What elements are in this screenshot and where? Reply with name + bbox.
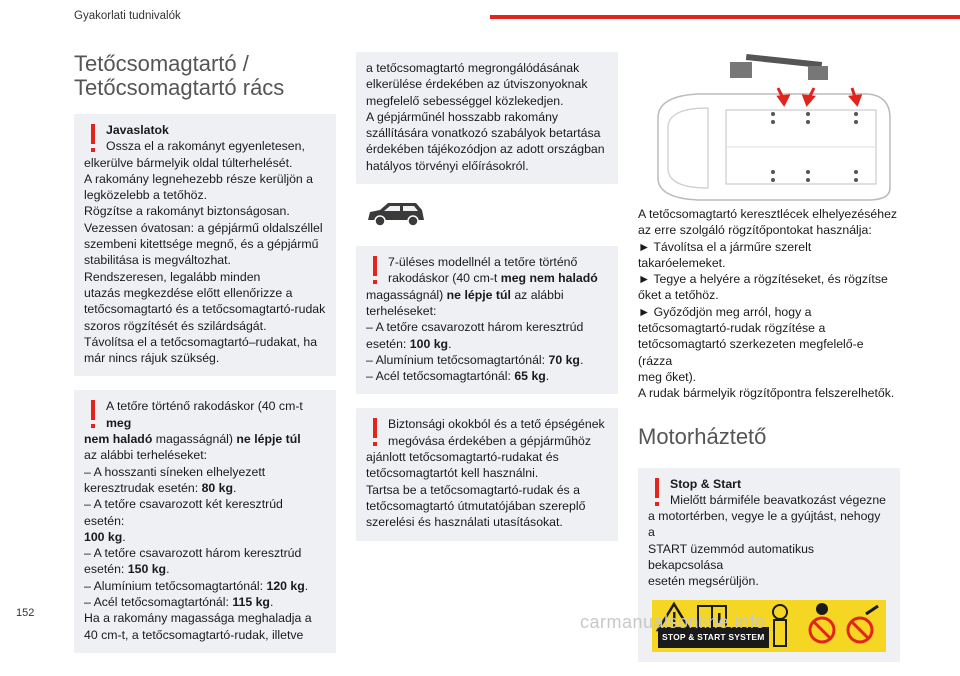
middle-column	[356, 52, 618, 555]
no-tools-icon	[848, 606, 878, 642]
page-header	[0, 0, 960, 44]
page-title: Tetőcsomagtartó / Tetőcsomagtartó rács	[74, 51, 285, 100]
roof-bar-illustration	[730, 54, 828, 80]
warning-box-recommendations: Javaslatok Ossza el a rakományt egyenletesen, elkerülve bármelyik oldal túlterhelését. A rakomány legnehezebb része kerüljön a legközelebb a tetőhöz. Rögzítse a rakományt biztonságosan. Vezessen óvatosan: a gépjármű oldalszéllel szembeni kitettsége megnő, és a gépjármű stabilitása is megváltozhat. Rendszeresen, legalább minden utazás megkezdése előtt ellenőrizze a tetőcsomagtartó és a tetőcsomagtartó-rudak szoros rögzítését és szilárdságát. Távolítsa el a tetőcsomagtartó–rudakat, ha már nincs rájuk szükség.	[74, 114, 336, 376]
page-number: 152	[16, 607, 35, 619]
warning-icon	[86, 400, 100, 430]
box-heading: Stop & Start	[670, 476, 742, 491]
section-title-bonnet: Motorháztető	[638, 423, 767, 449]
warning-icon	[650, 478, 664, 508]
section-title: Gyakorlati tudnivalók	[74, 10, 181, 22]
continuation-box: a tetőcsomagtartó megrongálódásának elkerülése érdekében az útviszonyoknak megfelelő sebességgel közlekedjen. A gépjárműnél hosszabb rakomány szállítására vonatkozó szabályok betartása érdekében tájékozódjon az adott országban hatályos törvényi előírásokról.	[356, 52, 618, 184]
warning-box-safety: Biztonsági okokból és a tető épségének megóvása érdekében a gépjárműhöz ajánlott tetőcsomagtartó-rudakat és tetőcsomagtartót kell használni. Tartsa be a tetőcsomagtartó-rudak és a tetőcsomagtartó útmutatójában szereplő szerelési és használati utasításokat.	[356, 408, 618, 540]
belt-icon	[773, 605, 787, 646]
roof-rack-diagram	[638, 48, 900, 206]
right-column	[638, 48, 900, 676]
fixing-instructions: A tetőcsomagtartó keresztlécek elhelyezéséhez az erre szolgáló rögzítőpontokat használja: ► Távolítsa el a járműre szerelt takaróelemeket. ► Tegye a helyére a rögzítéseket, és rögzítse őket a tetőhöz. ► Győződjön meg arról, hogy a tetőcsomagtartó-rudak rögzítése a tetőcsomagtartó szerkezeten megfelelő-e (rázza meg őket). A rudak bármelyik rögzítőpontra felszerelhetők.	[638, 207, 898, 401]
no-hands-icon	[810, 603, 834, 642]
warning-box-7-seater: 7-üléses modellnél a tetőre történő rakodáskor (40 cm-t meg nem haladó magasságnál) ne lépje túl az alábbi terheléseket: – A tetőre csavarozott három keresztrúd esetén: 100 kg. – Alumínium tetőcsomagtartónál: 70 kg. – Acél tetőcsomagtartónál: 65 kg.	[356, 246, 618, 394]
box-heading: Javaslatok	[106, 123, 169, 137]
warning-icon	[368, 256, 382, 286]
car-silhouette-icon	[366, 198, 618, 232]
warning-box-stop-start: Stop & Start Mielőtt bármiféle beavatkozást végezne a motortérben, vegye le a gyújtást, nehogy a START üzemmód automatikus bekapcsolása esetén megsérüljön. STOP & START SYSTEM	[638, 468, 900, 662]
warning-icon	[368, 418, 382, 448]
red-arrows	[778, 88, 860, 104]
stop-start-system-badge: STOP & START SYSTEM	[658, 627, 769, 647]
watermark: carmanualsonline.info	[580, 612, 766, 632]
left-column	[74, 52, 336, 667]
warning-box-load-limits: A tetőre történő rakodáskor (40 cm-t meg nem haladó magasságnál) ne lépje túl az alábbi terheléseket: – A hosszanti síneken elhelyezett keresztrudak esetén: 80 kg. – A tetőre csavarozott két keresztrúd esetén: 100 kg. – A tetőre csavarozott három keresztrúd esetén: 150 kg. – Alumínium tetőcsomagtartónál: 120 kg. – Acél tetőcsomagtartónál: 115 kg. Ha a rakomány magassága meghaladja a 40 cm-t, a tetőcsomagtartó-rudak, illetve	[74, 390, 336, 652]
warning-icon	[86, 124, 100, 154]
header-accent-bar	[490, 15, 960, 19]
vehicle-top-view	[658, 94, 890, 200]
